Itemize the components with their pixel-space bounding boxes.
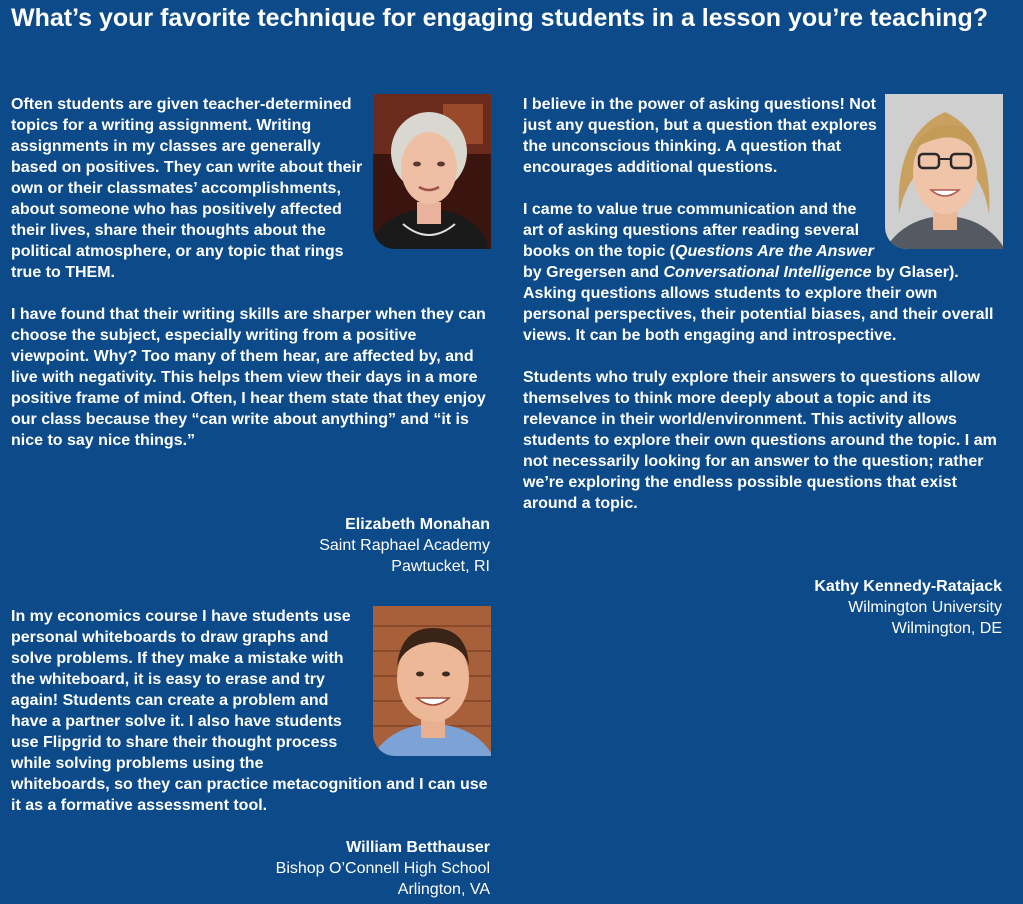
photo-elizabeth-monahan xyxy=(373,94,491,249)
attribution-monahan xyxy=(200,514,490,577)
photo-william-betthauser xyxy=(373,606,491,756)
paragraph-text: by Gregersen and xyxy=(523,264,664,281)
paragraph-text: I came to value true communication and the art of asking questions after reading several books on the topic ( xyxy=(523,201,860,260)
answer-ratajack-paragraph-3: Students who truly explore their answers to questions allow themselves to think more deeply about a topic and its relevance in their world/environment. This activity allows students to explore their own questions around the topic. I am not necessarily looking for an answer to the question; rather we’re exploring the endless possible questions that exist around a topic. xyxy=(523,369,997,512)
author-location: Pawtucket, RI xyxy=(391,558,490,575)
answer-ratajack-paragraph-1: I believe in the power of asking questions! Not just any question, but a question that explores the unconscious thinking. A question that encourages additional questions. xyxy=(523,96,877,176)
attribution-ratajack xyxy=(712,576,1002,639)
paragraph-text: by Glaser). Asking questions allows students to explore their own personal perspectives, their potential biases, and their overall views. It can be both engaging and introspective. xyxy=(523,264,994,344)
author-location: Wilmington, DE xyxy=(891,620,1002,637)
answer-betthauser xyxy=(11,606,491,816)
attribution-betthauser xyxy=(200,837,490,900)
author-organization: Wilmington University xyxy=(848,599,1002,616)
answer-monahan xyxy=(11,94,491,451)
author-location: Arlington, VA xyxy=(397,881,490,898)
author-organization: Bishop O’Connell High School xyxy=(275,860,490,877)
book-title: Conversational Intelligence xyxy=(663,264,872,281)
answer-monahan-paragraph-1: Often students are given teacher-determined topics for a writing assignment. Writing assignments in my classes are generally based on positives. They can write about their own or their classmates’ accomplishments, about someone who has positively affected their lives, share their thoughts about the political atmosphere, or any topic that rings true to THEM. xyxy=(11,96,363,281)
author-name: Elizabeth Monahan xyxy=(345,516,490,533)
author-organization: Saint Raphael Academy xyxy=(319,537,490,554)
page-title: What’s your favorite technique for engaging students in a lesson you’re teaching? xyxy=(11,4,988,32)
photo-kathy-kennedy-ratajack xyxy=(885,94,1003,249)
answer-monahan-paragraph-2: I have found that their writing skills are sharper when they can choose the subject, especially writing from a positive viewpoint. Why? Too many of them hear, are affected by, and live with negativity. This helps them view their days in a more positive frame of mind. Often, I hear them state that they enjoy our class because they “can write about anything” and “it is nice to say nice things.” xyxy=(11,306,486,449)
answer-ratajack xyxy=(523,94,1003,514)
author-name: Kathy Kennedy-Ratajack xyxy=(814,578,1002,595)
author-name: William Betthauser xyxy=(346,839,490,856)
book-title: Questions Are the Answer xyxy=(675,243,874,260)
answer-betthauser-paragraph-1: In my economics course I have students use personal whiteboards to draw graphs and solve problems. If they make a mistake with the whiteboard, it is easy to erase and try again! Students can create a problem and have a partner solve it. I also have students use Flipgrid to share their thought process while solving problems using the whiteboards, so they can practice metacognition and I can use it as a formative assessment tool. xyxy=(11,608,488,814)
